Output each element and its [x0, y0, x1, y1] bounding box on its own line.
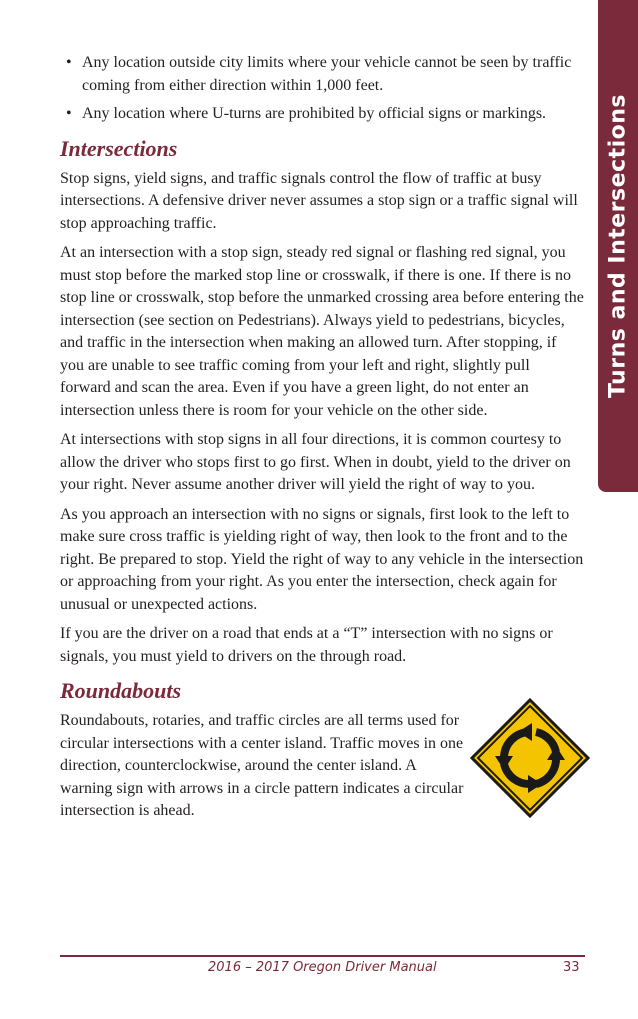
- intersections-heading: Intersections: [60, 135, 178, 161]
- intersections-paragraph-4: As you approach an intersection with no signs or signals, first look to the left to make sure cross traffic is yielding right of way, then look to the front and to the right. Be prepared to stop. Yield the right of way to any vehicle in the intersection or approaching from your right. As you enter the intersection, check again for unusual or unexpected actions.: [60, 505, 584, 613]
- list-item: [60, 103, 584, 126]
- page-content: [60, 52, 584, 830]
- footer-rule: [60, 955, 585, 957]
- intersections-paragraph-3: At intersections with stop signs in all four directions, it is common courtesy to allow the driver who stops first to go first. When in doubt, yield to the driver on your right. Never assume another driver will yield the right of way to you.: [60, 431, 571, 493]
- section-side-tab-label: Turns and Intersections: [605, 93, 631, 399]
- roundabouts-row: [60, 710, 584, 823]
- intersections-paragraph-1: Stop signs, yield signs, and traffic signals control the flow of traffic at busy intersections. A defensive driver never assumes a stop sign or a traffic signal will stop approaching traffic.: [60, 169, 578, 232]
- bullet-list: [60, 52, 584, 126]
- page-number: 33: [563, 960, 580, 975]
- roundabout-warning-sign-icon: [470, 698, 590, 818]
- intersections-paragraph-5: If you are the driver on a road that ends at a “T” intersection with no signs or signals, you must yield to drivers on the through road.: [60, 625, 553, 665]
- section-side-tab: [598, 0, 638, 492]
- footer-title: 2016 – 2017 Oregon Driver Manual: [208, 960, 437, 975]
- bullet-symbol: •: [66, 54, 72, 71]
- roundabouts-paragraph: Roundabouts, rotaries, and traffic circles are all terms used for circular intersections with a center island. Traffic moves in one direction, counterclockwise, around the center island. A warning sign with arrows in a circle pattern indicates a circular intersection is ahead.: [60, 712, 464, 819]
- roundabouts-heading: Roundabouts: [60, 678, 182, 703]
- bullet-text: Any location outside city limits where your vehicle cannot be seen by traffic coming from either direction within 1,000 feet.: [82, 54, 572, 94]
- bullet-symbol: •: [66, 105, 72, 122]
- list-item: [60, 52, 584, 97]
- bullet-text: Any location where U-turns are prohibited by official signs or markings.: [82, 105, 547, 122]
- intersections-paragraph-2: At an intersection with a stop sign, steady red signal or flashing red signal, you must stop before the marked stop line or crosswalk, if there is one. If there is no stop line or crosswalk, stop before the unmarked crossing area before entering the intersection (see section on Pedestrians). Always yield to pedestrians, bicycles, and traffic in the intersection when making an allowed turn. After stopping, if you are unable to see traffic coming from your left and right, slightly pull forward and scan the area. Even if you have a green light, do not enter an intersection unless there is room for your vehicle on the other side.: [60, 244, 584, 419]
